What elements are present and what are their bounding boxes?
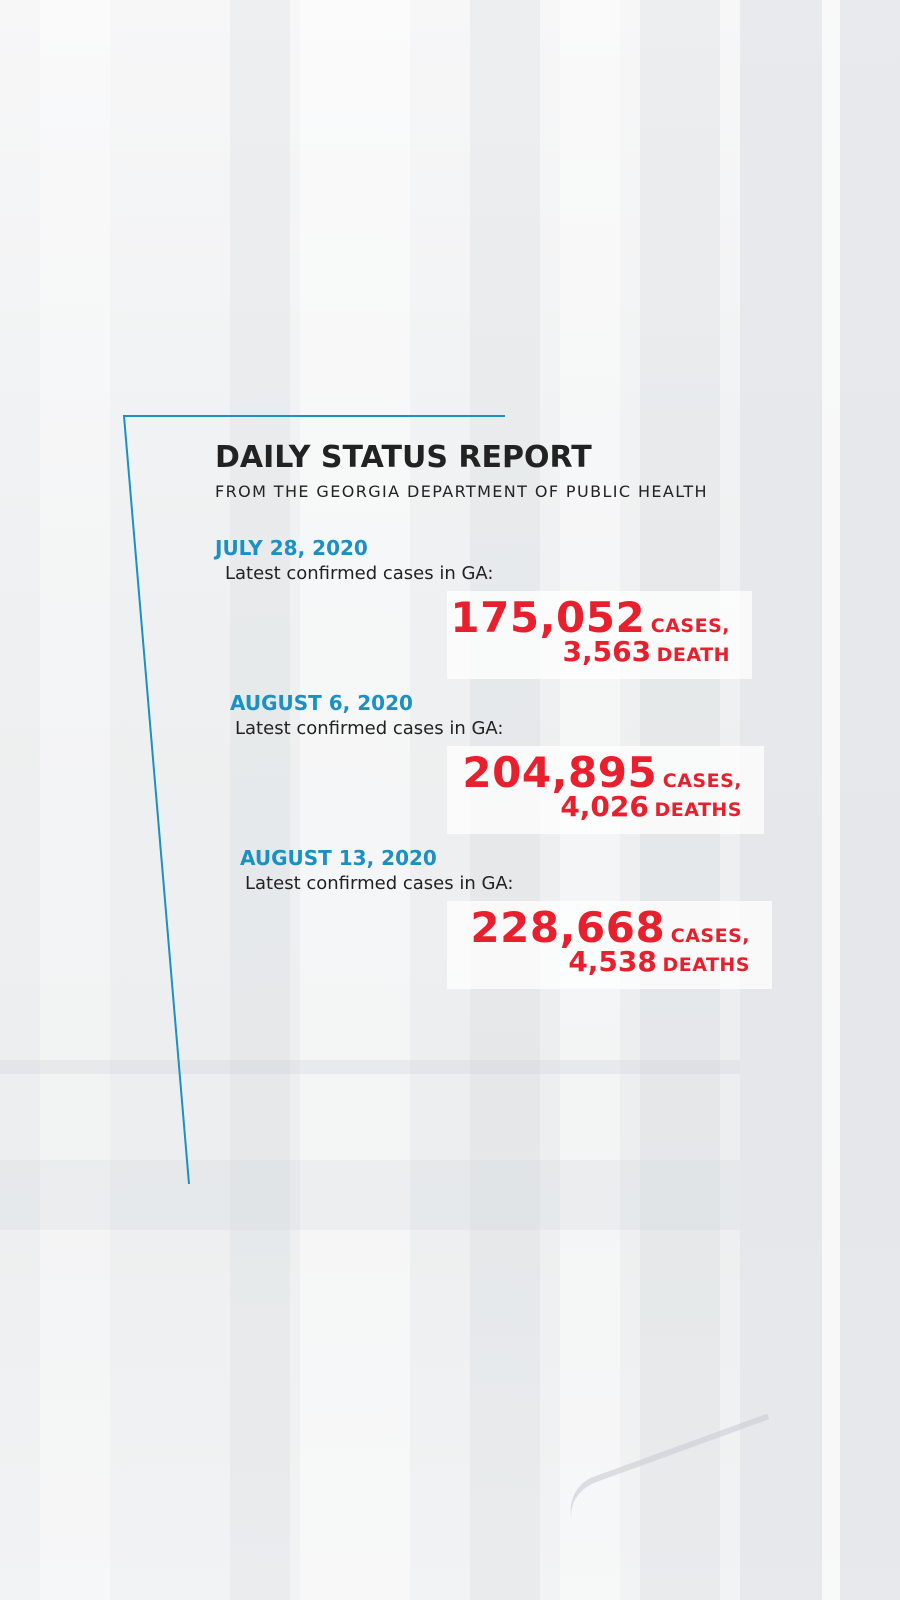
report-date: AUGUST 13, 2020 <box>240 846 437 870</box>
stat-box <box>447 901 772 989</box>
deaths-value: 4,538 <box>568 945 657 978</box>
deaths-label: DEATH <box>656 644 730 666</box>
report-date: JULY 28, 2020 <box>215 536 368 560</box>
report-date: AUGUST 6, 2020 <box>230 691 413 715</box>
deaths-label: DEATHS <box>662 954 750 976</box>
deaths-line <box>560 790 742 823</box>
report-caption: Latest confirmed cases in GA: <box>235 718 504 739</box>
deaths-line <box>568 945 750 978</box>
cases-label: CASES, <box>670 925 750 947</box>
stat-box <box>447 746 764 834</box>
cases-label: CASES, <box>662 770 742 792</box>
cases-value: 228,668 <box>470 903 666 952</box>
cases-label: CASES, <box>650 615 730 637</box>
report-caption: Latest confirmed cases in GA: <box>225 563 494 584</box>
page-subtitle: FROM THE GEORGIA DEPARTMENT OF PUBLIC HEALTH <box>215 482 708 501</box>
deaths-line <box>563 635 731 668</box>
page-title: DAILY STATUS REPORT <box>215 440 592 475</box>
report-caption: Latest confirmed cases in GA: <box>245 873 514 894</box>
deaths-value: 4,026 <box>560 790 649 823</box>
stat-box <box>447 591 752 679</box>
cases-value: 175,052 <box>450 593 646 642</box>
cases-value: 204,895 <box>462 748 658 797</box>
deaths-value: 3,563 <box>562 635 652 668</box>
deaths-label: DEATHS <box>654 799 742 821</box>
